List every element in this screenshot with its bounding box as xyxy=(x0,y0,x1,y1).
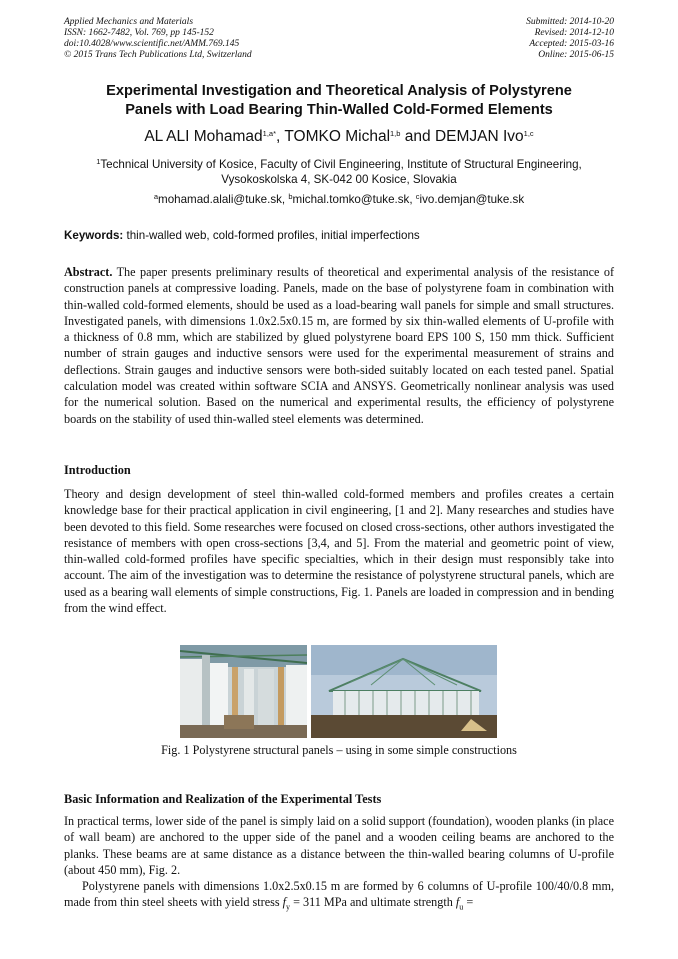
author-2-sup: 1,b xyxy=(390,129,401,138)
author-3: DEMJAN Ivo xyxy=(434,128,524,145)
email-b: michal.tomko@tuke.sk, xyxy=(292,193,416,206)
email-a: mohamad.alali@tuke.sk, xyxy=(158,193,289,206)
figure-1-photo-interior xyxy=(180,645,307,738)
author-2: TOMKO Michal xyxy=(284,128,391,145)
p2-text-b: = 311 MPa and ultimate strength xyxy=(290,895,456,910)
email-b-sup: b xyxy=(288,192,293,201)
basic-info-paragraph-1: In practical terms, lower side of the panel is simply laid on a solid support (foundation), wooden planks (in place of wall beam) are anchored to the upper side of the panel and a wooden ceiling beams are anchored to the planks. These beams are at same distance as a distance between the thin-walled bearing columns of U-profile (about 450 mm), Fig. 2. xyxy=(64,814,614,877)
author-separator-2: and xyxy=(400,128,435,145)
keywords xyxy=(64,229,420,243)
copyright: © 2015 Trans Tech Publications Ltd, Switzerland xyxy=(64,50,252,60)
abstract-text: The paper presents preliminary results of theoretical and experimental analysis of the resistance of construction panels at compressive loading. Panels, made on the base of polystyrene foam in combination with thin-walled cold-formed elements, should be used as a load-bearing wall panels for simple and small structures. Investigated panels, with dimensions 1.0x2.5x0.15 m, are formed by six thin-walled elements of U-profile with a thickness of 0.8 mm, which are stabilized by glued polystyrene board EPS 100 S, 150 mm thick. Sufficient number of strain gauges and inductive sensors were used for the experimental measurement of strains and deflections. Strain gauges and inductive sensors were both-sided suitably located on each tested panel. Spatial calculation model was created within software SCIA and ANSYS. Geometrically nonlinear analysis was used for the numerical solution. Based on the numerical and experimental results, the efficiency of polystyrene boards on the stability of used thin-walled steel elements was determined. xyxy=(64,265,614,426)
affiliation-sup: 1 xyxy=(96,157,101,166)
fy-subscript: y xyxy=(286,902,291,912)
author-1: AL ALI Mohamad xyxy=(144,128,263,145)
email-a-sup: a xyxy=(153,192,159,201)
introduction-heading: Introduction xyxy=(64,463,131,477)
basic-info-paragraph-2 xyxy=(64,878,614,916)
email-c-sup: c xyxy=(415,192,420,201)
abstract-label: Abstract. xyxy=(64,265,113,279)
paper-title xyxy=(64,82,614,120)
journal-meta xyxy=(64,17,252,61)
p2-text-c: = xyxy=(463,895,474,910)
fu-subscript: u xyxy=(459,902,464,912)
email-list xyxy=(64,193,614,207)
online-date: Online: 2015-06-15 xyxy=(538,50,614,60)
fu-symbol: f xyxy=(455,895,460,910)
figure-1-photo-house xyxy=(311,645,497,738)
basic-info-heading: Basic Information and Realization of the Experimental Tests xyxy=(64,792,382,806)
author-list xyxy=(64,128,614,146)
interior-photo xyxy=(180,645,307,738)
doi: doi:10.4028/www.scientific.net/AMM.769.145 xyxy=(64,39,240,49)
issn: ISSN: 1662-7482, Vol. 769, pp 145-152 xyxy=(64,28,214,38)
journal-name: Applied Mechanics and Materials xyxy=(64,17,194,27)
affiliation-line-2: Vysokoskolska 4, SK-042 00 Kosice, Slovakia xyxy=(221,173,457,186)
affiliation-text-1: Technical University of Kosice, Faculty of Civil Engineering, Institute of Structural Engineering, xyxy=(100,158,582,171)
submitted-date: Submitted: 2014-10-20 xyxy=(526,17,614,27)
house-photo xyxy=(311,645,497,738)
author-3-sup: 1,c xyxy=(523,129,534,138)
title-line-1: Experimental Investigation and Theoretical Analysis of Polystyrene xyxy=(106,83,572,99)
title-line-2: Panels with Load Bearing Thin-Walled Cold-Formed Elements xyxy=(125,102,553,118)
author-1-sup: 1,a* xyxy=(262,129,277,138)
figure-1-caption: Fig. 1 Polystyrene structural panels – using in some simple constructions xyxy=(161,743,517,757)
keywords-text: thin-walled web, cold-formed profiles, initial imperfections xyxy=(123,229,420,242)
p2-text-a: Polystyrene panels with dimensions 1.0x2.5x0.15 m are formed by 6 columns of U-profile 100/40/0.8 mm, made from thin steel sheets with yield stress xyxy=(64,879,614,910)
fy-symbol: f xyxy=(282,895,287,910)
abstract xyxy=(64,264,614,427)
introduction-text: Theory and design development of steel thin-walled cold-formed members and profiles creates a certain knowledge base for their practical application in civil engineering, [1 and 2]. Many researches and studies have been devoted to this field. Some researches were focused on closed cross-sections, other authors investigated the resistance of members with open cross-sections [3,4, and 5]. From the material and geometric point of view, thin-walled cold-formed profiles have specific specialties, which in their design must responsibly take into account. The aim of the investigation was to determine the resistance of polystyrene structural panels, which are used as a bearing wall elements of simple constructions, Fig. 1. Panels are loaded in compression and in bending from the wind effect. xyxy=(64,487,614,616)
affiliation xyxy=(64,157,614,187)
keywords-label: Keywords: xyxy=(64,229,124,242)
revised-date: Revised: 2014-12-10 xyxy=(534,28,614,38)
date-meta xyxy=(526,17,614,61)
affiliation-line-1 xyxy=(64,157,614,172)
email-c: ivo.demjan@tuke.sk xyxy=(419,193,525,206)
author-separator-1: , xyxy=(276,128,285,145)
accepted-date: Accepted: 2015-03-16 xyxy=(529,39,614,49)
